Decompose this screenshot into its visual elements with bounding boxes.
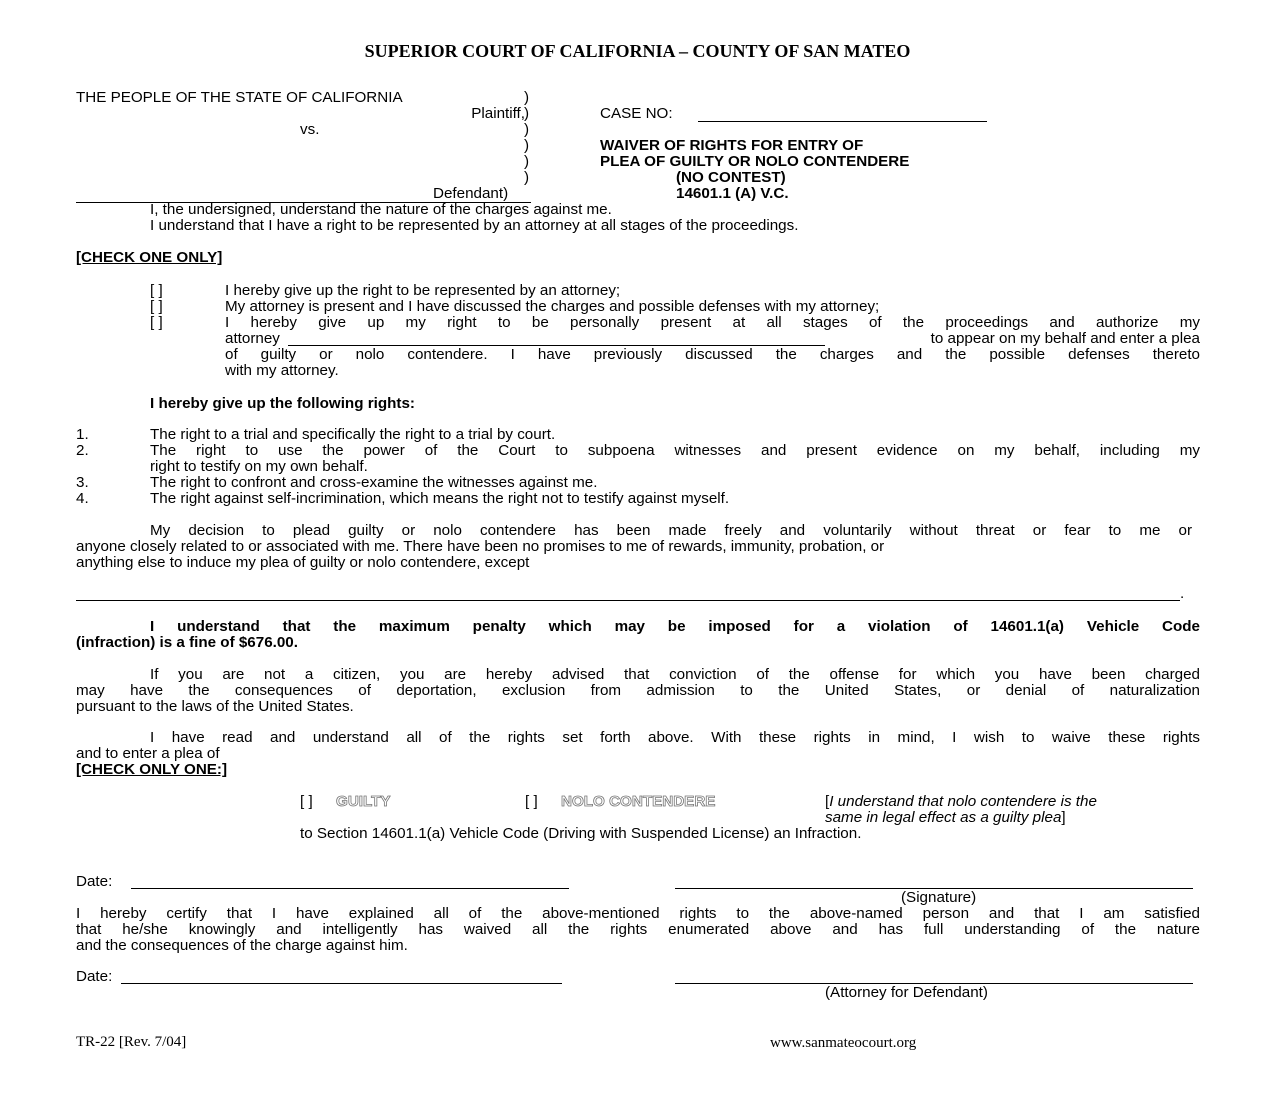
date-label-2: Date: bbox=[76, 968, 113, 985]
paren: ) bbox=[524, 137, 530, 154]
option-attorney-label: attorney bbox=[225, 330, 280, 347]
caption-plaintiff: Plaintiff, bbox=[471, 105, 525, 122]
plea-nolo-label: NOLO CONTENDERE bbox=[561, 793, 716, 810]
citizen-line2: may have the consequences of deportation, exclusion from admission to the United States, or denial of naturalization bbox=[76, 682, 1200, 699]
right-item: The right to use the power of the Court to subpoena witnesses and present evidence on my behalf, including my bbox=[150, 442, 1200, 459]
paren: ) bbox=[524, 121, 530, 138]
option-waive-attorney: I hereby give up the right to be represented by an attorney; bbox=[225, 282, 621, 299]
caption-people: THE PEOPLE OF THE STATE OF CALIFORNIA bbox=[76, 89, 403, 106]
citizen-line3: pursuant to the laws of the United States. bbox=[76, 698, 354, 715]
certify-line2: that he/she knowingly and intelligently has waived all the rights enumerated above and has full understanding of the nature bbox=[76, 921, 1200, 938]
intro-line1: I, the undersigned, understand the nature of the charges against me. bbox=[150, 201, 612, 218]
right-number: 1. bbox=[76, 426, 89, 443]
exceptions-field[interactable] bbox=[76, 600, 1180, 601]
certify-line1: I hereby certify that I have explained all of the above-mentioned rights to the above-named person and that I am satisfied bbox=[76, 905, 1200, 922]
decision-line2: anyone closely related to or associated with me. There have been no promises to me of rewards, immunity, probation, or bbox=[76, 538, 885, 555]
right-number: 3. bbox=[76, 474, 89, 491]
plea-note-line1: [I understand that nolo contendere is the bbox=[825, 793, 1097, 810]
date-field-1[interactable] bbox=[131, 888, 569, 889]
penalty-line1: I understand that the maximum penalty which may be imposed for a violation of 14601.1(a) Vehicle Code bbox=[150, 618, 1200, 635]
right-number: 2. bbox=[76, 442, 89, 459]
read-line2: and to enter a plea of bbox=[76, 745, 220, 762]
form-id: TR-22 [Rev. 7/04] bbox=[76, 1034, 187, 1050]
plea-note-line2: same in legal effect as a guilty plea] bbox=[825, 809, 1066, 826]
decision-line3: anything else to induce my plea of guilty or nolo contendere, except bbox=[76, 554, 530, 571]
signature-label: (Signature) bbox=[901, 889, 977, 906]
paren: ) bbox=[524, 89, 530, 106]
intro-line2: I understand that I have a right to be represented by an attorney at all stages of the proceedings. bbox=[150, 217, 799, 234]
plea-guilty-label: GUILTY bbox=[336, 793, 391, 810]
checkbox-waive-presence[interactable]: [ ] bbox=[150, 314, 163, 331]
doc-title-line1: WAIVER OF RIGHTS FOR ENTRY OF bbox=[600, 137, 864, 154]
case-no-label: CASE NO: bbox=[600, 105, 673, 122]
checkbox-waive-attorney[interactable]: [ ] bbox=[150, 282, 163, 299]
paren: ) bbox=[524, 105, 530, 122]
plea-section: to Section 14601.1(a) Vehicle Code (Driving with Suspended License) an Infraction. bbox=[300, 825, 862, 842]
caption-vs: vs. bbox=[300, 121, 320, 138]
date-label-1: Date: bbox=[76, 873, 113, 890]
option-attorney-present: My attorney is present and I have discussed the charges and possible defenses with my attorney; bbox=[225, 298, 880, 315]
paren: ) bbox=[524, 153, 530, 170]
certify-line3: and the consequences of the charge against him. bbox=[76, 937, 408, 954]
right-item: The right to a trial and specifically the right to a trial by court. bbox=[150, 426, 556, 443]
doc-title-line3: (NO CONTEST) bbox=[676, 169, 786, 186]
case-no-field[interactable] bbox=[698, 121, 987, 122]
doc-title-line4: 14601.1 (A) V.C. bbox=[676, 185, 789, 202]
rights-heading: I hereby give up the following rights: bbox=[150, 395, 415, 412]
doc-title-line2: PLEA OF GUILTY OR NOLO CONTENDERE bbox=[600, 153, 910, 170]
citizen-line1: If you are not a citizen, you are hereby advised that conviction of the offense for which you have been charged bbox=[150, 666, 1200, 683]
court-title: SUPERIOR COURT OF CALIFORNIA – COUNTY OF SAN MATEO bbox=[364, 41, 911, 61]
checkbox-guilty[interactable]: [ ] bbox=[300, 793, 313, 810]
paren: ) bbox=[524, 169, 530, 186]
checkbox-nolo[interactable]: [ ] bbox=[525, 793, 538, 810]
exceptions-period: . bbox=[1180, 585, 1185, 602]
option-waive-presence-line3: of guilty or nolo contendere. I have previously discussed the charges and the possible defenses thereto bbox=[225, 346, 1200, 363]
caption-defendant: Defendant) bbox=[433, 185, 509, 202]
decision-line1: My decision to plead guilty or nolo contendere has been made freely and voluntarily without threat or fear to me or bbox=[150, 522, 1192, 539]
right-number: 4. bbox=[76, 490, 89, 507]
right-item: The right to confront and cross-examine the witnesses against me. bbox=[150, 474, 598, 491]
website[interactable]: www.sanmateocourt.org bbox=[770, 1035, 917, 1051]
check-one-only-heading: [CHECK ONE ONLY] bbox=[76, 249, 223, 266]
date-field-2[interactable] bbox=[121, 983, 562, 984]
right-item-continued: right to testify on my own behalf. bbox=[150, 458, 368, 475]
right-item: The right against self-incrimination, which means the right not to testify against myself. bbox=[150, 490, 730, 507]
option-waive-presence-line1: I hereby give up my right to be personally present at all stages of the proceedings and authorize my bbox=[225, 314, 1200, 331]
attorney-label: (Attorney for Defendant) bbox=[825, 984, 988, 1001]
read-line1: I have read and understand all of the rights set forth above. With these rights in mind, I wish to waive these rights bbox=[150, 729, 1200, 746]
checkbox-attorney-present[interactable]: [ ] bbox=[150, 298, 163, 315]
option-waive-presence-line4: with my attorney. bbox=[225, 362, 339, 379]
option-waive-presence-line2: to appear on my behalf and enter a plea bbox=[930, 330, 1200, 347]
check-only-one-heading: [CHECK ONLY ONE:] bbox=[76, 761, 228, 778]
penalty-line2: (infraction) is a fine of $676.00. bbox=[76, 634, 298, 651]
